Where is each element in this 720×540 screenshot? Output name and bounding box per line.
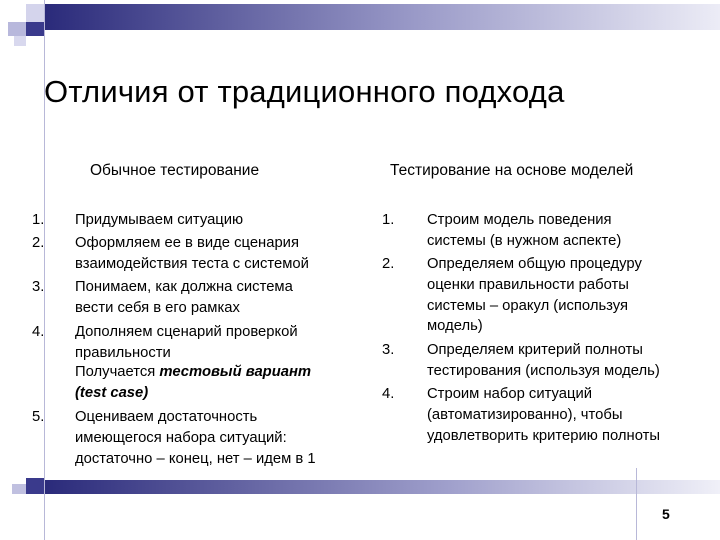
right-item-text: оценки правильности работы (427, 277, 629, 293)
left-item-text: Понимаем, как должна система (75, 279, 293, 295)
left-item-number: 4. (32, 324, 45, 340)
right-item-number: 2. (382, 256, 395, 272)
right-item-text: Строим модель поведения (427, 212, 612, 228)
test-case-term: тестовый вариант (159, 364, 312, 380)
right-item-text: модель) (427, 318, 483, 334)
left-item-text: Оформляем ее в виде сценария (75, 235, 299, 251)
left-item-text: вести себя в его рамках (75, 300, 240, 316)
right-item-text: Определяем критерий полноты (427, 342, 643, 358)
top-decoration-bar (0, 0, 720, 48)
right-column-header: Тестирование на основе моделей (390, 162, 634, 179)
left-item-number: 5. (32, 409, 45, 425)
right-item-text: системы (в нужном аспекте) (427, 233, 622, 249)
left-item-text: правильности (75, 345, 171, 361)
right-item-number: 3. (382, 342, 395, 358)
slide-title: Отличия от традиционного подхода (44, 74, 565, 109)
right-item-text: тестирования (используя модель) (427, 363, 660, 379)
left-item-text: достаточно – конец, нет – идем в 1 (75, 451, 316, 467)
left-item-text: Дополняем сценарий проверкой (75, 324, 298, 340)
test-case-english: (test case) (75, 385, 149, 401)
left-column-header: Обычное тестирование (90, 162, 260, 179)
right-item-number: 4. (382, 386, 395, 402)
left-item-number: 2. (32, 235, 45, 251)
left-item-text: взаимодействия теста с системой (75, 256, 309, 272)
right-item-text: системы – оракул (используя (427, 298, 629, 314)
page-number: 5 (662, 506, 670, 522)
right-item-text: Строим набор ситуаций (427, 386, 592, 402)
left-item-text: имеющегося набора ситуаций: (75, 430, 287, 446)
left-item-text: Оцениваем достаточность (75, 409, 258, 425)
right-item-text: (автоматизированно), чтобы (427, 407, 623, 423)
page-number-divider (636, 468, 637, 540)
right-item-number: 1. (382, 212, 395, 228)
left-item-number: 3. (32, 279, 45, 295)
test-case-line (75, 362, 311, 383)
left-item-text: Придумываем ситуацию (75, 212, 244, 228)
test-case-prefix: Получается (75, 364, 160, 380)
right-item-text: Определяем общую процедуру (427, 256, 642, 272)
left-item-number: 1. (32, 212, 45, 228)
right-item-text: удовлетворить критерию полноты (427, 428, 661, 444)
bottom-decoration-bar (0, 476, 720, 500)
